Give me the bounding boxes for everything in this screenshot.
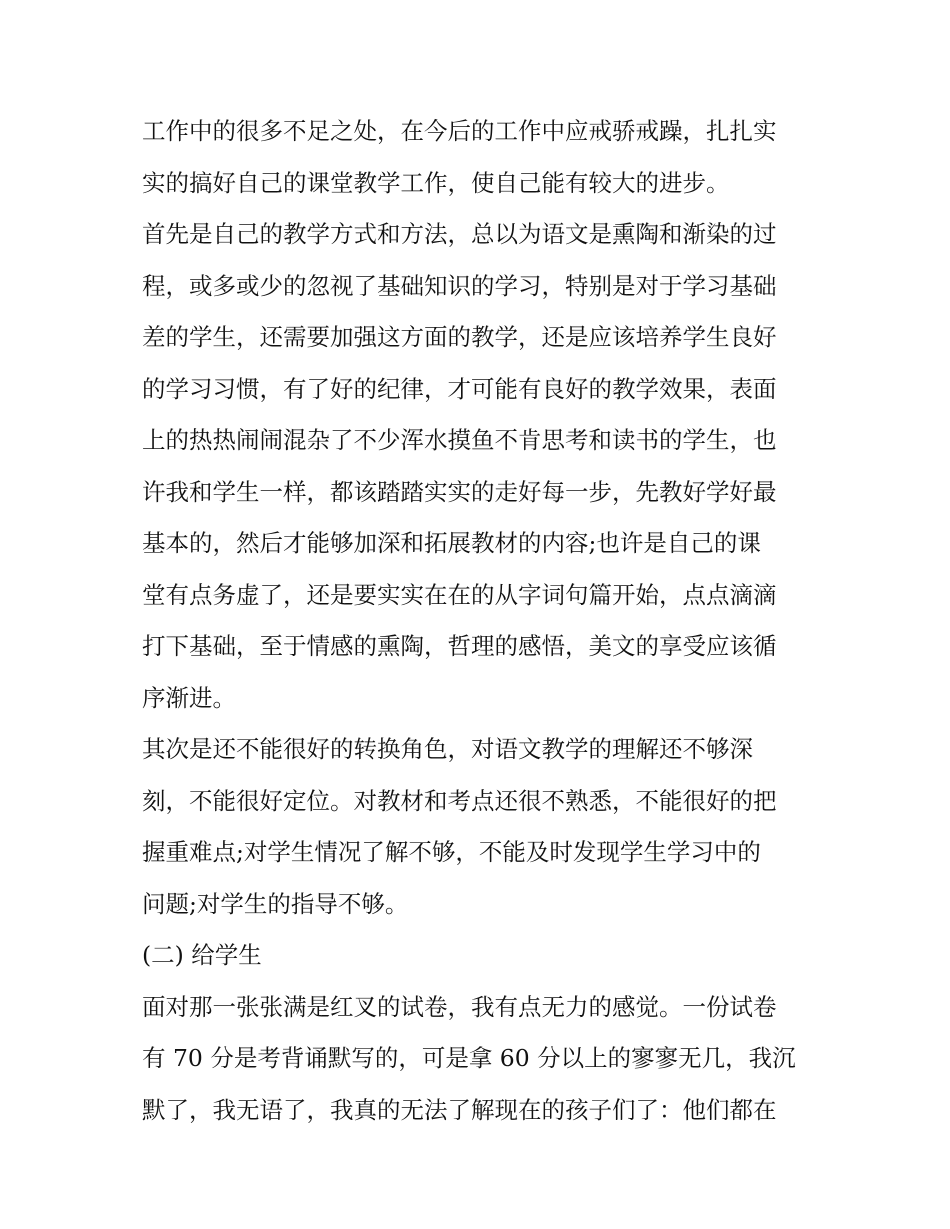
text-line: 上的热热闹闹混杂了不少浑水摸鱼不肯思考和读书的学生，也 [142,426,777,454]
text-line: 实的搞好自己的课堂教学工作，使自己能有较大的进步。 [142,168,730,197]
text-line: 问题;对学生的指导不够。 [142,889,409,918]
text-line: 刻，不能很好定位。对教材和考点还很不熟悉，不能很好的把 [142,786,777,815]
text-line: 首先是自己的教学方式和方法，总以为语文是熏陶和渐染的过 [142,220,777,248]
text-line: 基本的，然后才能够加深和拓展教材的内容;也许是自己的课 [142,529,761,557]
text-line: 打下基础，至于情感的熏陶，哲理的感悟，美文的享受应该循 [142,632,777,660]
text-line: 其次是还不能很好的转换角色，对语文教学的理解还不够深 [142,735,753,763]
text-line: 差的学生，还需要加强这方面的教学，还是应该培养学生良好 [142,323,777,351]
body-text [142,106,814,1136]
text-line: 序渐进。 [142,683,236,712]
text-line: 有 70 分是考背诵默写的，可是拿 60 分以上的寥寥无几，我沉 [142,1044,796,1072]
text-line: 握重难点;对学生情况了解不够，不能及时发现学生学习中的 [142,838,761,866]
text-line: 的学习习惯，有了好的纪律，才可能有良好的教学效果，表面 [142,374,777,403]
text-line: 程，或多或少的忽视了基础知识的学习，特别是对于学习基础 [142,271,777,300]
text-line: 工作中的很多不足之处，在今后的工作中应戒骄戒躁，扎扎实 [142,117,777,145]
text-line: 许我和学生一样，都该踏踏实实的走好每一步，先教好学好最 [142,477,777,506]
text-line: 堂有点务虚了，还是要实实在在的从字词句篇开始，点点滴滴 [142,580,777,609]
section-heading: (二) 给学生 [142,941,262,969]
text-line: 面对那一张张满是红叉的试卷，我有点无力的感觉。一份试卷 [142,992,777,1021]
text-line: 默了，我无语了，我真的无法了解现在的孩子们了：他们都在 [142,1095,777,1124]
